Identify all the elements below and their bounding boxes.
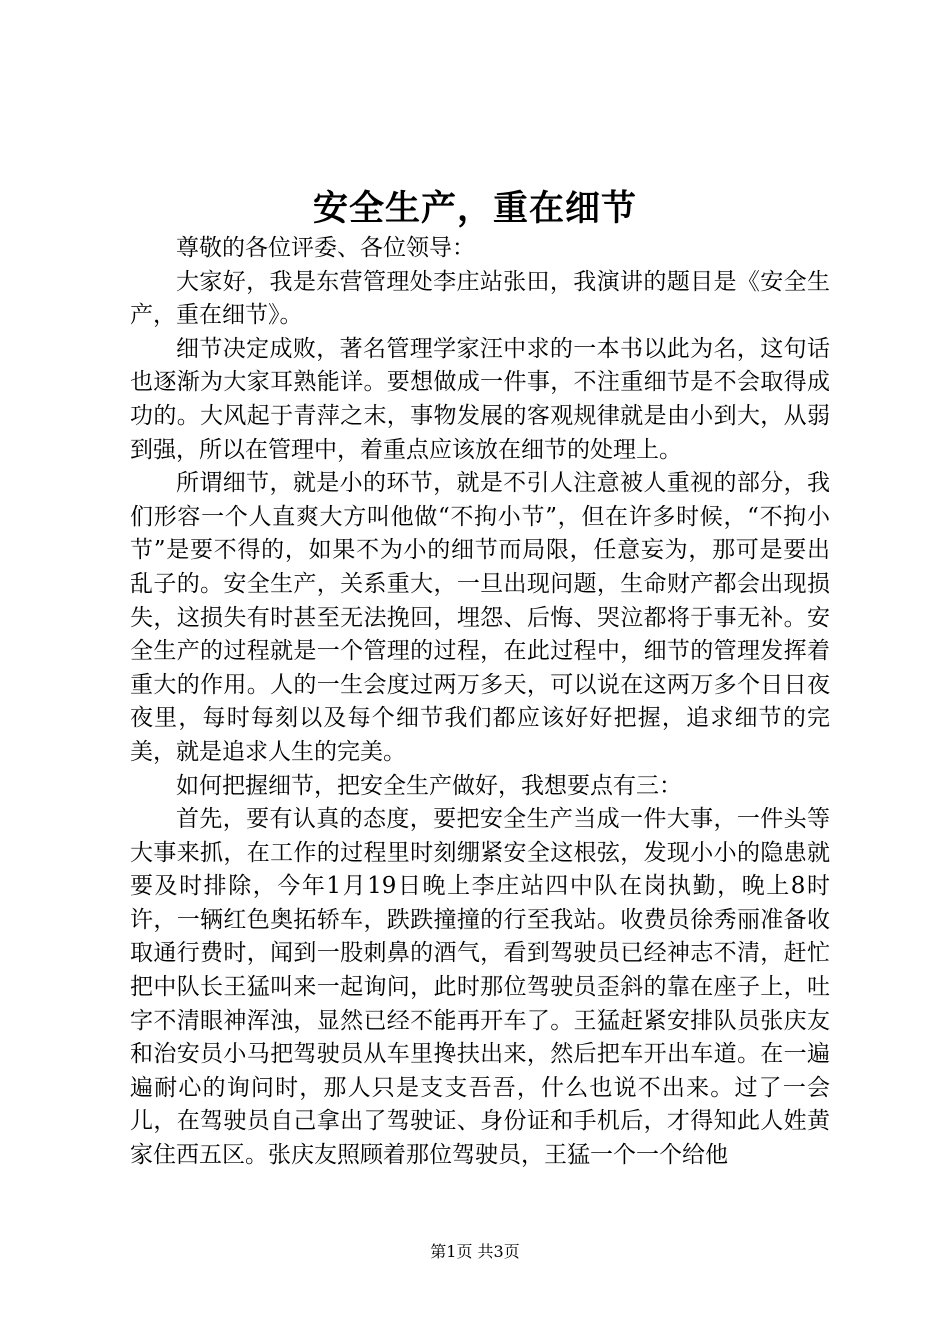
intro-paragraph: 大家好，我是东营管理处李庄站张田，我演讲的题目是《安全生产，重在细节》。 bbox=[130, 268, 830, 329]
document-body bbox=[130, 232, 830, 1173]
body-paragraph: 细节决定成败，著名管理学家汪中求的一本书以此为名，这句话也逐渐为大家耳熟能详。要想做成一件事，不注重细节是不会取得成功的。大风起于青萍之末，事物发展的客观规律就是由小到大，从弱到强，所以在管理中，着重点应该放在细节的处理上。 bbox=[130, 335, 830, 463]
body-paragraph: 如何把握细节，把安全生产做好，我想要点有三： bbox=[176, 772, 682, 799]
body-paragraph: 首先，要有认真的态度，要把安全生产当成一件大事，一件头等大事来抓，在工作的过程里时刻绷紧安全这根弦，发现小小的隐患就要及时排除，今年1月19日晚上李庄站四中队在岗执勤，晚上8时许，一辆红色奥拓轿车，跌跌撞撞的行至我站。收费员徐秀丽准备收取通行费时，闻到一股刺鼻的酒气，看到驾驶员已经神志不清，赶忙把中队长王猛叫来一起询问，此时那位驾驶员歪斜的靠在座子上，吐字不清眼神浑浊，显然已经不能再开车了。王猛赶紧安排队员张庆友和治安员小马把驾驶员从车里搀扶出来，然后把车开出车道。在一遍遍耐心的询问时，那人只是支支吾吾，什么也说不出来。过了一会儿，在驾驶员自己拿出了驾驶证、身份证和手机后，才得知此人姓黄家住西五区。张庆友照顾着那位驾驶员，王猛一个一个给他 bbox=[130, 806, 830, 1169]
page-number-footer: 第1页 共3页 bbox=[430, 1242, 520, 1261]
body-paragraph: 所谓细节，就是小的环节，就是不引人注意被人重视的部分，我们形容一个人直爽大方叫他做“不拘小节”，但在许多时候，“不拘小节”是要不得的，如果不为小的细节而局限，任意妄为，那可是要出乱子的。安全生产，关系重大，一旦出现问题，生命财产都会出现损失，这损失有时甚至无法挽回，埋怨、后悔、哭泣都将于事无补。安全生产的过程就是一个管理的过程，在此过程中，细节的管理发挥着重大的作用。人的一生会度过两万多天，可以说在这两万多个日日夜夜里，每时每刻以及每个细节我们都应该好好把握，追求细节的完美，就是追求人生的完美。 bbox=[130, 470, 830, 765]
document-title: 安全生产，重在细节 bbox=[312, 188, 637, 229]
salutation-paragraph: 尊敬的各位评委、各位领导： bbox=[176, 235, 475, 261]
